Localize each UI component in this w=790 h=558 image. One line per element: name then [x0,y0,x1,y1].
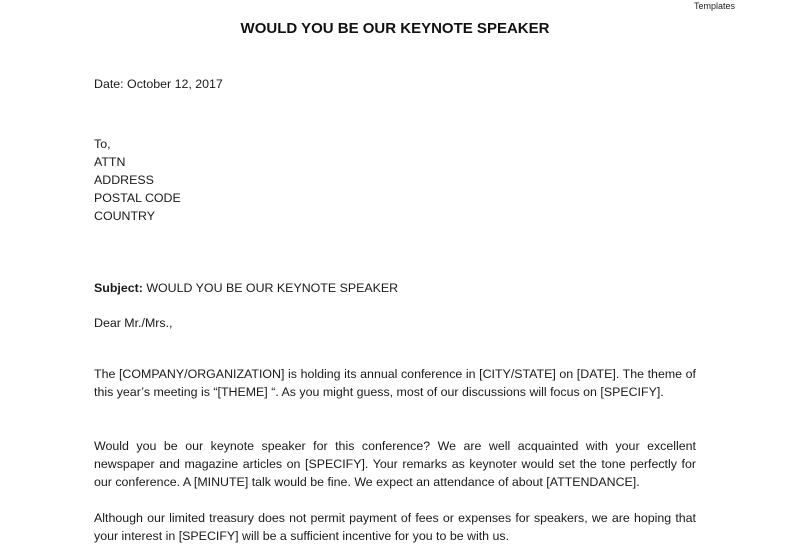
address-to: To, [94,137,111,151]
subject-text: WOULD YOU BE OUR KEYNOTE SPEAKER [142,281,399,295]
address-street: ADDRESS [94,173,154,187]
salutation: Dear Mr./Mrs., [94,316,173,330]
subject-label: Subject: [94,281,143,295]
date-line: Date: October 12, 2017 [94,77,223,91]
address-attn: ATTN [94,155,126,169]
address-country: COUNTRY [94,209,156,223]
body-paragraph-3: Although our limited treasury does not permit payment of fees or expenses for speakers, we are hoping that your interest in [SPECIFY] will be a sufficient incentive for you to be with us. [94,511,696,543]
address-postal-code: POSTAL CODE [94,191,181,205]
templates-label: Templates [693,1,735,11]
letter-title: WOULD YOU BE OUR KEYNOTE SPEAKER [240,20,550,37]
subject-line [94,279,398,297]
body-paragraph-2: Would you be our keynote speaker for this conference? We are well acquainted with your excellent newspaper and magazine articles on [SPECIFY]. Your remarks as keynoter would set the tone perfectly for our conference. A [MINUTE] talk would be fine. We expect an attendance of about [ATTENDANCE]. [94,439,696,489]
body-paragraph-1: The [COMPANY/ORGANIZATION] is holding its annual conference in [CITY/STATE] on [DATE]. The theme of this year’s meeting is “[THEME] “. As you might guess, most of our discussions will focus on [SPECIFY]. [94,367,696,399]
